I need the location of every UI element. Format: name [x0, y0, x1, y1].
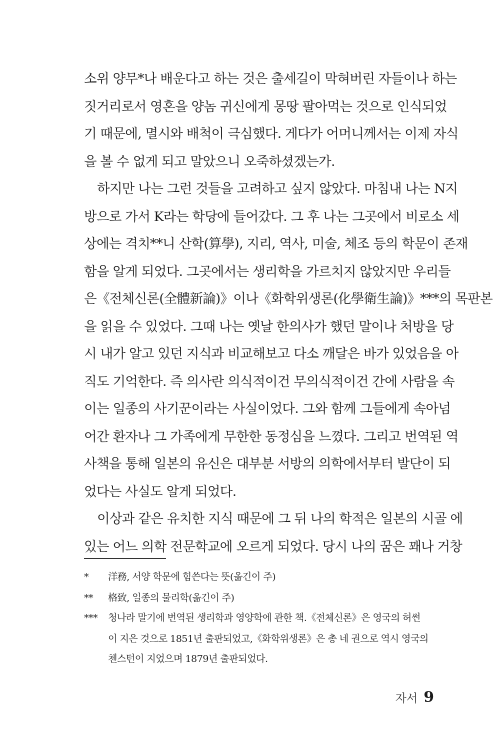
footnote-divider — [84, 558, 166, 559]
body-line: 소위 양무*나 배운다고 하는 것은 출세길이 막혀버린 자들이나 하는 — [84, 72, 457, 87]
footnote-continuation — [84, 630, 429, 651]
footnote-mark — [84, 630, 108, 651]
body-line: 짓거리로서 영혼을 양놈 귀신에게 몽땅 팔아먹는 것으로 인식되었 — [84, 99, 447, 115]
body-line: 사책을 통해 일본의 유신은 대부분 서방의 의학에서부터 발단이 되 — [84, 457, 451, 472]
body-line: 상에는 격치**니 산학(算學), 지리, 역사, 미술, 체조 등의 학문이 존재 — [84, 237, 468, 252]
body-line: 기 때문에, 멸시와 배척이 극심했다. 게다가 어머니께서는 이제 자식 — [84, 127, 459, 142]
body-line: 함을 알게 되었다. 그곳에서는 생리학을 가르치지 않았지만 우리들 — [84, 264, 451, 280]
body-line: 방으로 가서 K라는 학당에 들어갔다. 그 후 나는 그곳에서 비로소 세 — [84, 209, 460, 225]
section-name: 자서 — [395, 691, 418, 705]
body-line: 직도 기억한다. 즉 의사란 의식적이건 무의식적이건 간에 사람을 속 — [84, 374, 455, 390]
footnote-mark: * — [84, 572, 89, 583]
footnote — [84, 609, 426, 630]
body-line: 어간 환자나 그 가족에게 무한한 동정심을 느꼈다. 그리고 번역된 역 — [84, 429, 459, 445]
footnote-text: 이 지은 것으로 1851년 출판되었고,《화학위생론》은 총 네 권으로 역시 영국의 — [108, 633, 429, 645]
footnote-mark: ** — [84, 592, 93, 604]
body-line: 하지만 나는 그런 것들을 고려하고 싶지 않았다. 마침내 나는 N지 — [97, 182, 458, 197]
footnote-mark: *** — [84, 613, 98, 624]
body-line: 은《전체신론(全體新論)》이나《화학위생론(化學衛生論)》***의 목판본 — [84, 292, 493, 307]
body-line: 이는 일종의 사기꾼이라는 사실이었다. 그와 함께 그들에게 속아넘 — [84, 402, 451, 417]
footnote-text: 청나라 말기에 번역된 생리학과 영양학에 관한 책.《전체신론》은 영국의 허썬 — [108, 613, 421, 624]
footnote — [84, 589, 426, 610]
footnotes — [84, 568, 429, 671]
body-line: 시 내가 알고 있던 지식과 비교해보고 다소 깨달은 바가 있었음을 아 — [84, 347, 459, 362]
body-line: 을 읽을 수 있었다. 그때 나는 옛날 한의사가 했던 말이나 처방을 당 — [84, 319, 454, 335]
footnote-text: 格致, 일종의 물리학(옮긴이 주) — [108, 592, 235, 604]
body-line: 었다는 사실도 알게 되었다. — [84, 484, 237, 500]
running-footer — [374, 688, 434, 708]
footnote-text: 첸스턴이 지었으며 1879년 출판되었다. — [108, 654, 268, 665]
body-text — [84, 66, 493, 561]
body-line: 이상과 같은 유치한 지식 때문에 그 뒤 나의 학적은 일본의 시골 에 — [97, 512, 463, 527]
footnote-text: 洋務, 서양 학문에 힘쓴다는 뜻(옮긴이 주) — [108, 572, 276, 583]
footnote — [84, 568, 426, 589]
footnote-continuation — [84, 650, 426, 671]
body-line: 있는 어느 의학 전문학교에 오르게 되었다. 당시 나의 꿈은 꽤나 거창 — [84, 539, 463, 555]
page-number: 9 — [423, 688, 434, 706]
body-line: 을 볼 수 없게 되고 말았으니 오죽하셨겠는가. — [84, 154, 335, 170]
footnote-mark — [84, 650, 108, 671]
